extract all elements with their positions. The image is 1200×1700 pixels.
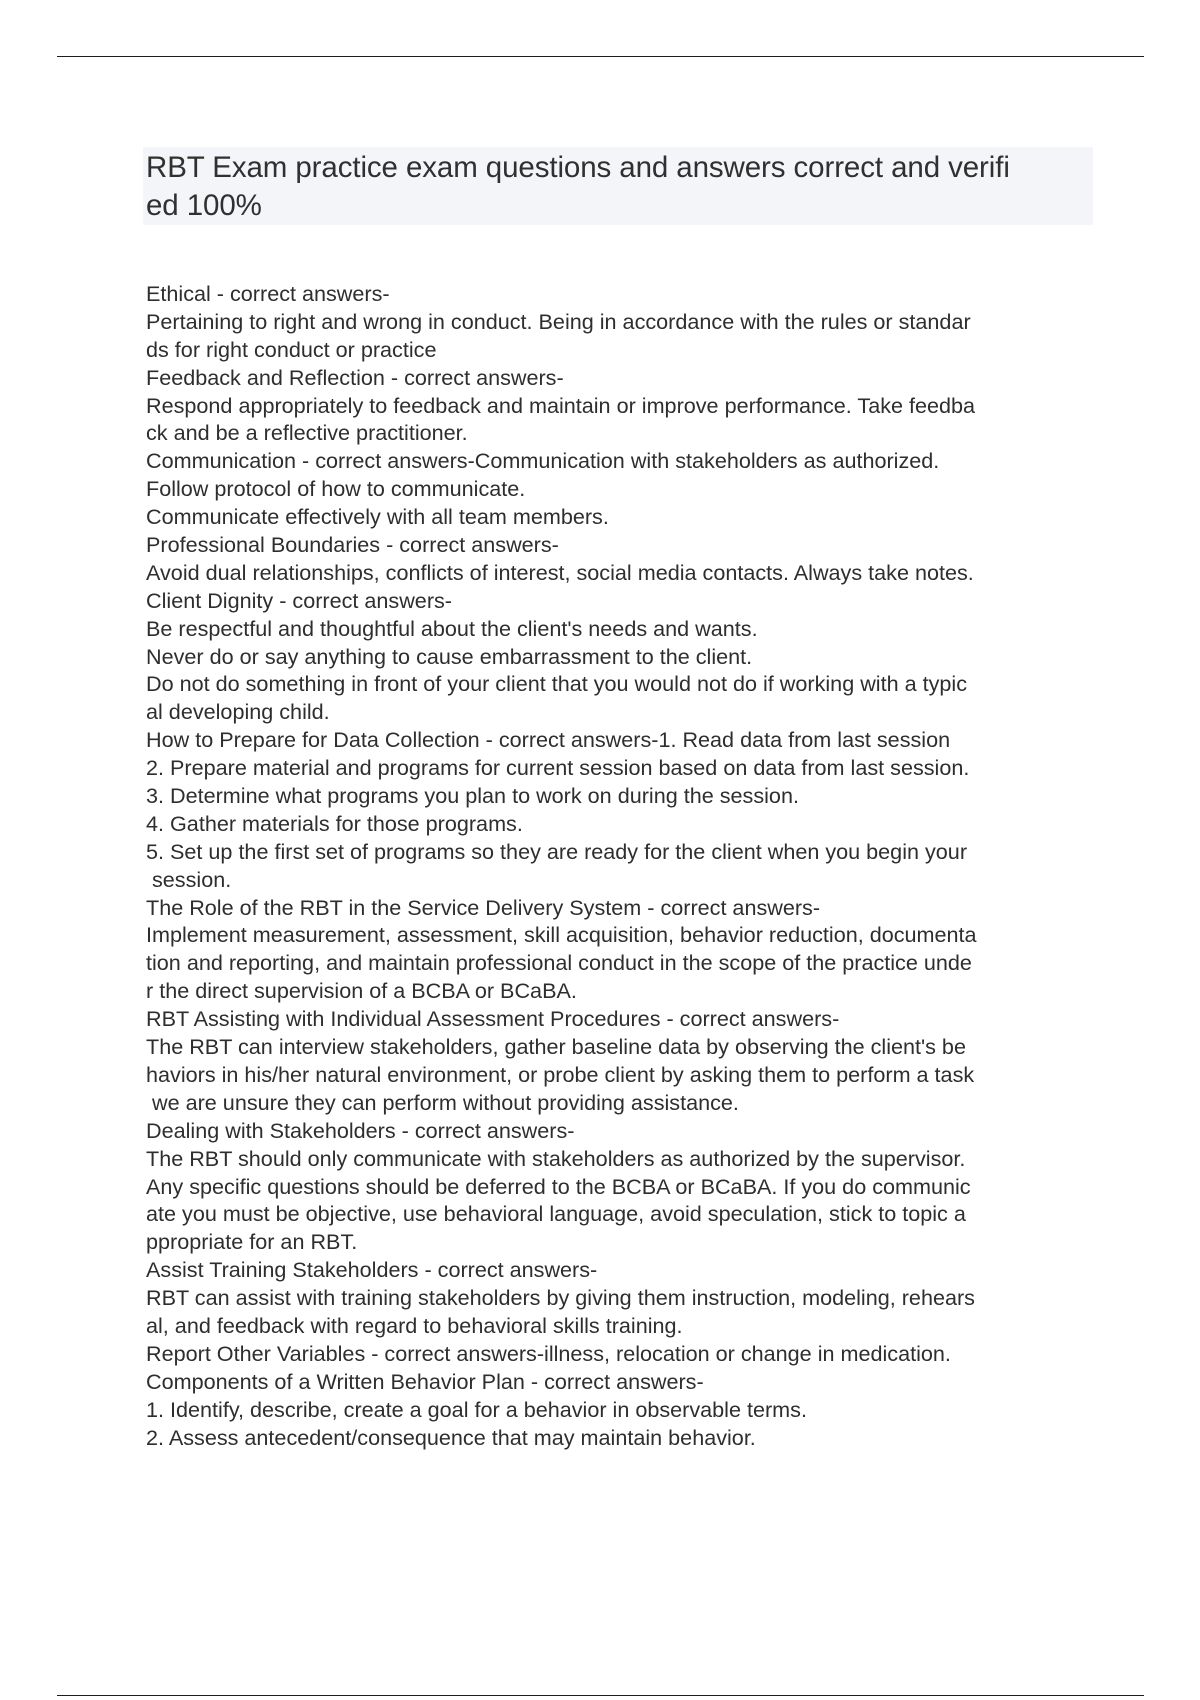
footer-rule: [57, 1695, 1144, 1696]
body-line: 4. Gather materials for those programs.: [146, 810, 523, 836]
body-line: 3. Determine what programs you plan to work on during the session.: [146, 783, 799, 809]
body-line: Ethical - correct answers-: [146, 281, 390, 306]
body-line: Communication - correct answers-Communication with stakeholders as authorized.: [146, 448, 940, 474]
page-title: [146, 149, 1091, 225]
body-line: session.: [146, 866, 232, 892]
body-line: Respond appropriately to feedback and maintain or improve performance. Take feedba: [146, 392, 976, 418]
body-line: Be respectful and thoughtful about the client's needs and wants.: [146, 615, 758, 641]
body-line: Dealing with Stakeholders - correct answers-: [146, 1117, 575, 1143]
body-line: Components of a Written Behavior Plan - correct answers-: [146, 1368, 704, 1394]
body-line: Do not do something in front of your client that you would not do if working with a typic: [146, 671, 968, 697]
body-line: 2. Assess antecedent/consequence that may maintain behavior.: [146, 1424, 756, 1450]
body-line: Report Other Variables - correct answers-illness, relocation or change in medication.: [146, 1340, 951, 1366]
body-line: The RBT can interview stakeholders, gather baseline data by observing the client's be: [146, 1034, 966, 1060]
body-line: Follow protocol of how to communicate.: [146, 476, 526, 502]
body-line: Communicate effectively with all team members.: [146, 504, 609, 530]
body-line: ate you must be objective, use behavioral language, avoid speculation, stick to topic a: [146, 1201, 966, 1227]
body-line: Implement measurement, assessment, skill acquisition, behavior reduction, documenta: [146, 922, 977, 948]
body-line: Feedback and Reflection - correct answers-: [146, 364, 564, 390]
body-line: al, and feedback with regard to behavioral skills training.: [146, 1312, 683, 1338]
body-line: Professional Boundaries - correct answers-: [146, 532, 559, 558]
body-line: al developing child.: [146, 699, 330, 725]
body-line: ds for right conduct or practice: [146, 336, 437, 362]
title-line: RBT Exam practice exam questions and answers correct and verifi: [146, 151, 1010, 184]
body-line: r the direct supervision of a BCBA or BCaBA.: [146, 978, 577, 1004]
body-line: haviors in his/her natural environment, or probe client by asking them to perform a task: [146, 1061, 975, 1087]
body-line: ppropriate for an RBT.: [146, 1229, 358, 1255]
body-line: RBT can assist with training stakeholders by giving them instruction, modeling, rehears: [146, 1285, 975, 1311]
title-block: [143, 147, 1093, 225]
body-line: Pertaining to right and wrong in conduct. Being in accordance with the rules or standar: [146, 308, 971, 334]
body-line: we are unsure they can perform without providing assistance.: [146, 1089, 739, 1115]
header-rule: [57, 56, 1144, 57]
body-line: Assist Training Stakeholders - correct answers-: [146, 1257, 598, 1283]
body-line: Client Dignity - correct answers-: [146, 587, 452, 613]
document-body: [146, 280, 1091, 1451]
body-line: 1. Identify, describe, create a goal for a behavior in observable terms.: [146, 1396, 807, 1422]
body-line: 2. Prepare material and programs for current session based on data from last session.: [146, 755, 970, 781]
body-line: How to Prepare for Data Collection - correct answers-1. Read data from last session: [146, 727, 951, 753]
body-line: The Role of the RBT in the Service Delivery System - correct answers-: [146, 894, 821, 920]
title-line: ed 100%: [146, 189, 262, 222]
body-line: Avoid dual relationships, conflicts of interest, social media contacts. Always take notes.: [146, 559, 974, 585]
body-line: Any specific questions should be deferred to the BCBA or BCaBA. If you do communic: [146, 1173, 971, 1199]
body-line: ck and be a reflective practitioner.: [146, 420, 468, 446]
body-line: The RBT should only communicate with stakeholders as authorized by the supervisor.: [146, 1145, 966, 1171]
body-line: 5. Set up the first set of programs so they are ready for the client when you begin your: [146, 838, 968, 864]
body-line: Never do or say anything to cause embarrassment to the client.: [146, 643, 753, 669]
body-line: tion and reporting, and maintain professional conduct in the scope of the practice unde: [146, 950, 972, 976]
body-line: RBT Assisting with Individual Assessment Procedures - correct answers-: [146, 1006, 840, 1032]
